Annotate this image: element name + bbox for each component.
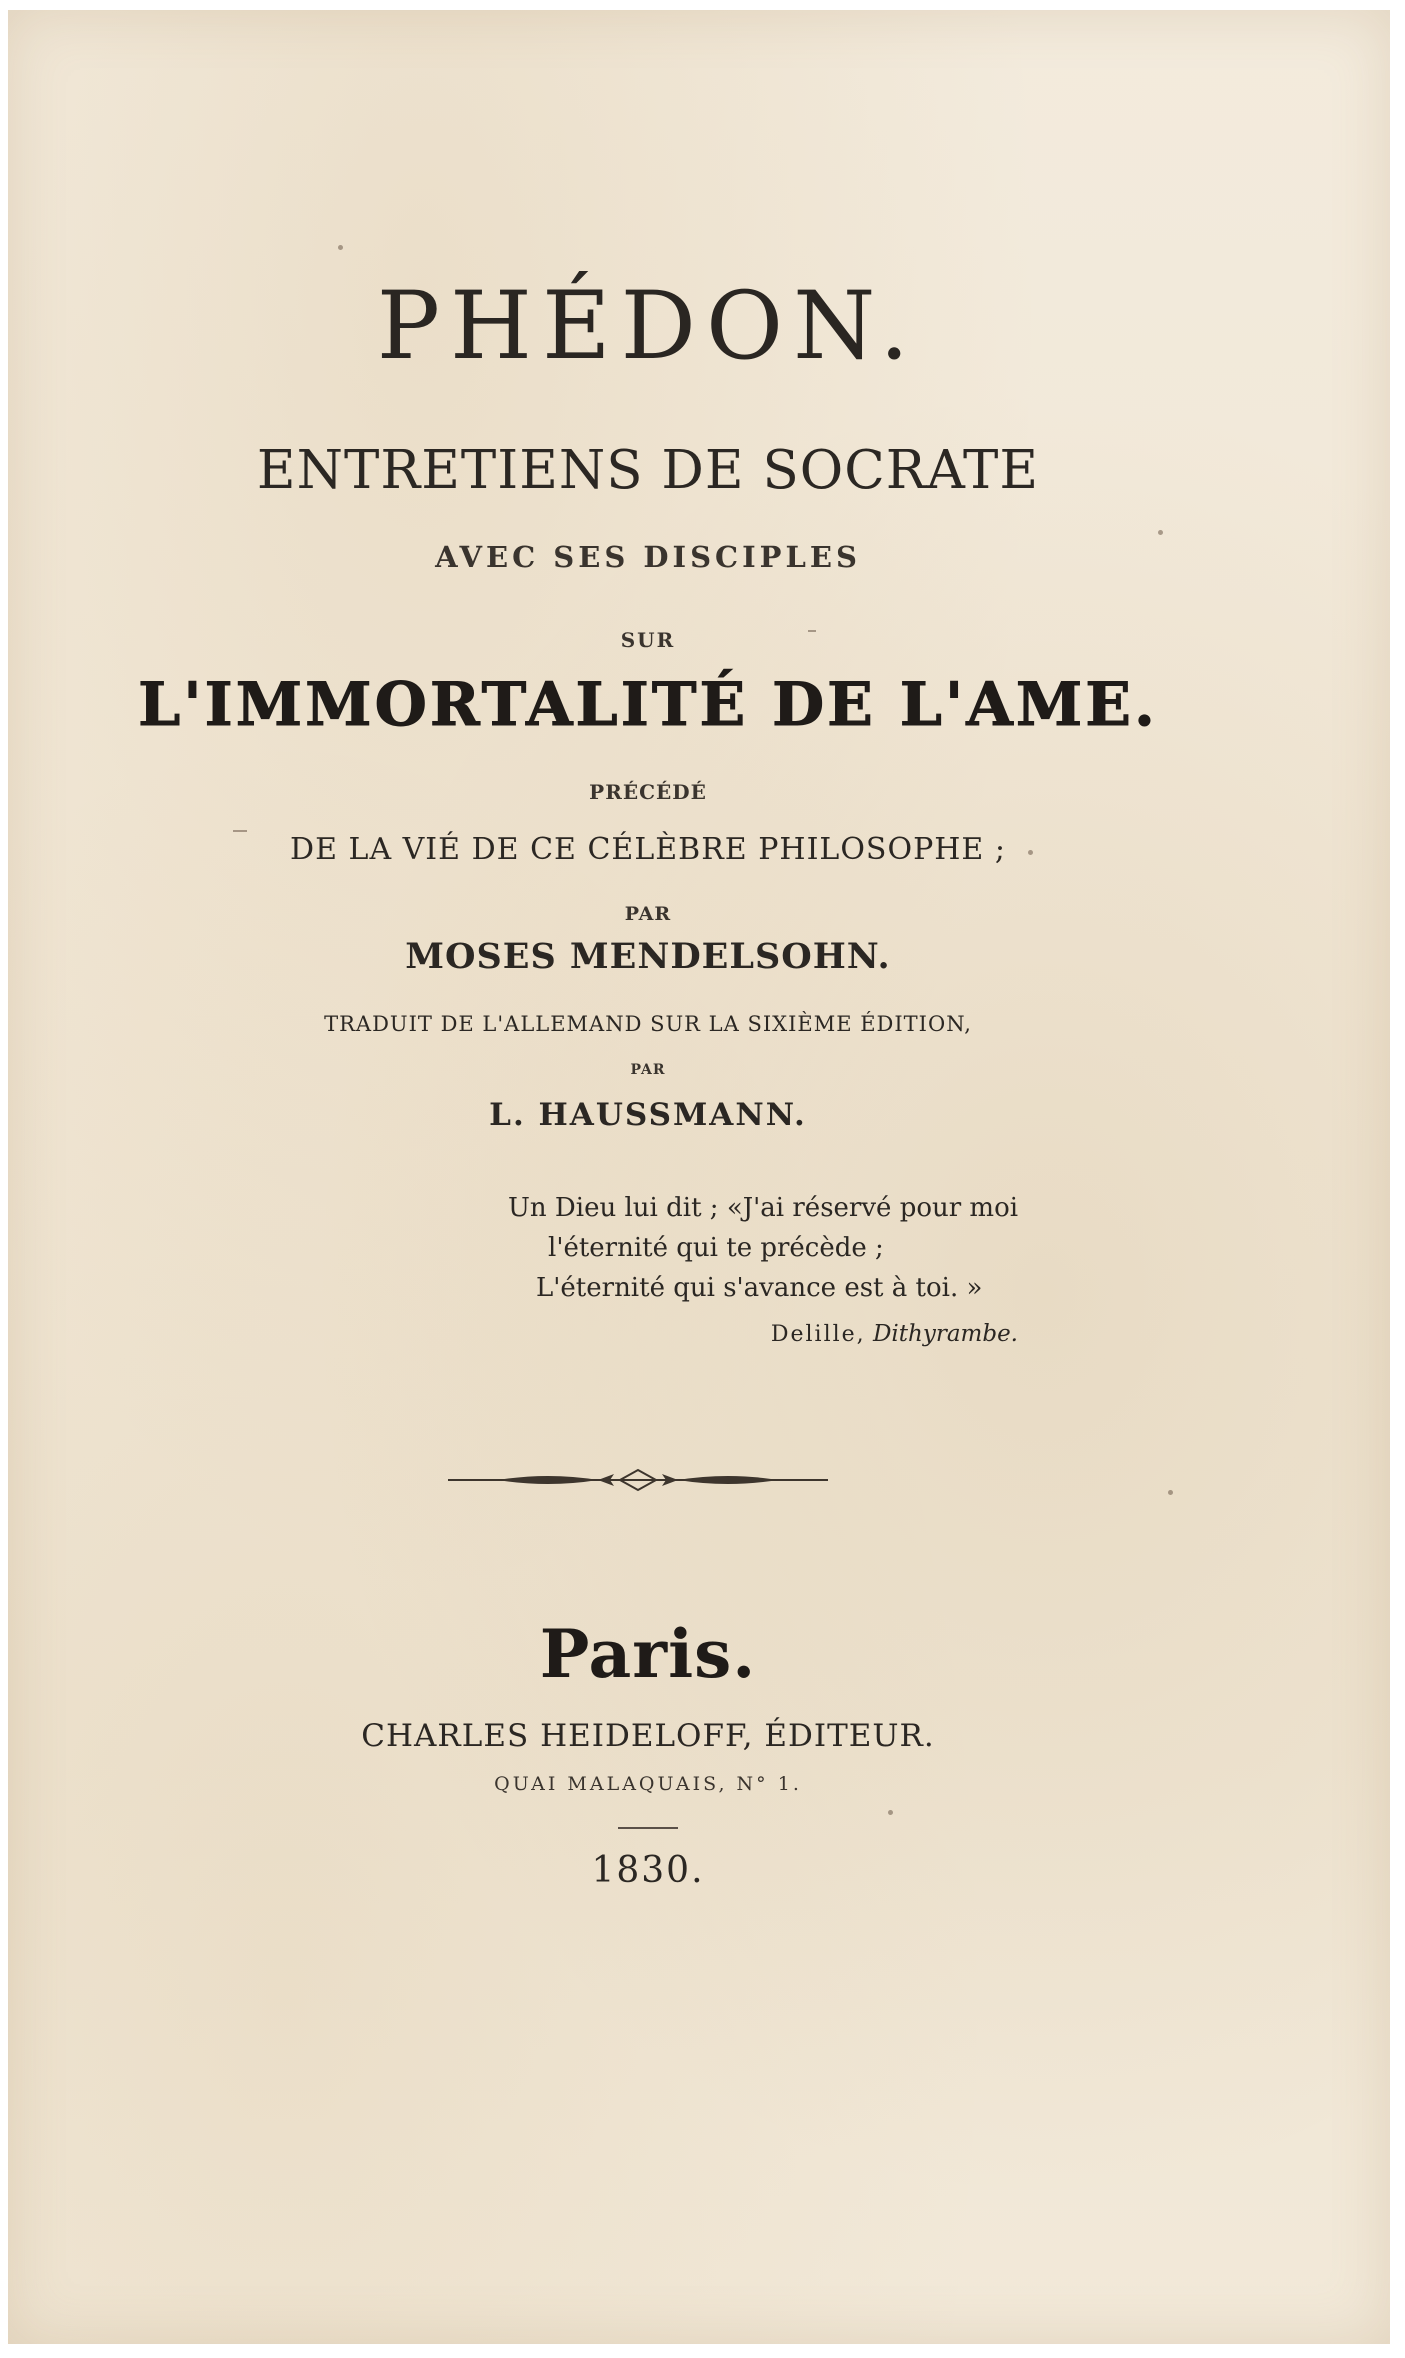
attribution-work: Dithyrambe. [872, 1321, 1018, 1347]
imprint-publisher: CHARLES HEIDELOFF, ÉDITEUR. [361, 1718, 935, 1754]
book-subtitle-line2: AVEC SES DISCIPLES [435, 540, 861, 574]
book-subject: L'IMMORTALITÉ DE L'AME. [138, 670, 1158, 740]
epigraph-line-2: l'éternité qui te précède ; [548, 1233, 884, 1263]
by-label: PAR [624, 903, 672, 925]
attribution-name: Delille, [770, 1322, 866, 1347]
imprint-year: 1830. [591, 1850, 705, 1891]
epigraph-attribution [508, 1314, 1048, 1355]
epigraph-line-3: L'éternité qui s'avance est à toi. » [536, 1273, 983, 1303]
imprint-address: QUAI MALAQUAIS, N° 1. [494, 1773, 802, 1795]
book-title: PHÉDON. [376, 272, 920, 381]
imprint-place: Paris. [539, 1615, 757, 1693]
author-name: MOSES MENDELSOHN. [405, 936, 891, 977]
epigraph-line-1: Un Dieu lui dit ; «J'ai réservé pour moi [508, 1193, 1019, 1223]
preceded-label: PRÉCÉDÉ [589, 780, 707, 804]
epigraph [508, 1188, 1048, 1355]
preceded-text: DE LA VIÉ DE CE CÉLÈBRE PHILOSOPHE ; [290, 832, 1006, 867]
translator-name: L. HAUSSMANN. [489, 1097, 807, 1133]
by-label-2: PAR [630, 1062, 666, 1078]
title-page [8, 10, 1390, 2344]
divider-rule [618, 1827, 678, 1829]
translation-note: TRADUIT DE L'ALLEMAND SUR LA SIXIÈME ÉDITION, [324, 1012, 972, 1036]
ornament-rule [438, 1460, 838, 1500]
book-subtitle: ENTRETIENS DE SOCRATE [256, 440, 1040, 501]
connector-sur: SUR [620, 628, 676, 652]
